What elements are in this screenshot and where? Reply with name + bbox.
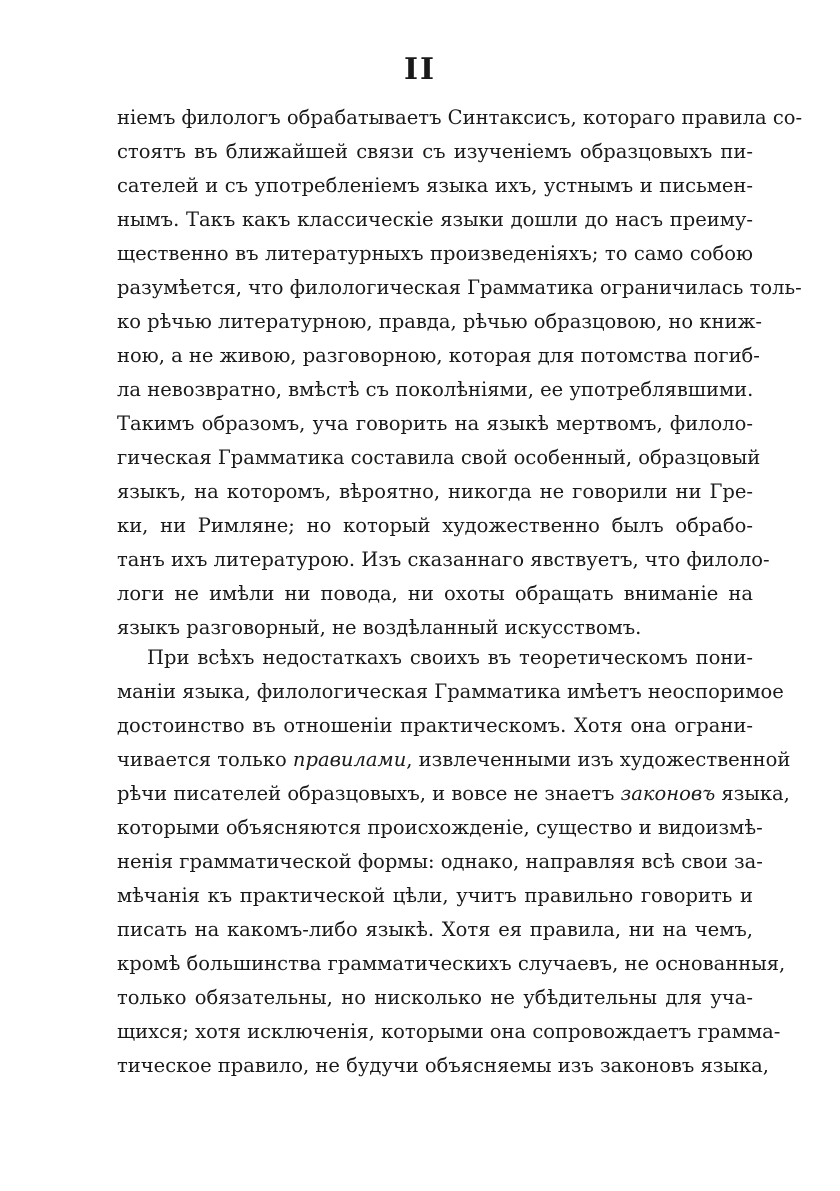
text-line: только обязательны, но нисколько не убѣдительны для уча-: [117, 986, 753, 1009]
text-line: кромѣ большинства грамматическихъ случаевъ, не основанныя,: [117, 952, 786, 975]
text-fragment: языка,: [715, 782, 790, 805]
text-line: танъ ихъ литературою. Изъ сказаннаго явствуетъ, что филоло-: [117, 548, 770, 571]
text-fragment: чивается только: [117, 748, 293, 771]
text-line: разумѣется, что филологическая Грамматика ограничилась толь-: [117, 276, 802, 299]
page-number: II: [403, 52, 437, 87]
text-line: языкъ, на которомъ, вѣроятно, никогда не говорили ни Гре-: [117, 480, 753, 503]
text-line: ною, а не живою, разговорною, которая для потомства погиб-: [117, 344, 760, 367]
text-line: ніемъ филологъ обрабатываетъ Синтаксисъ, котораго правила со-: [117, 106, 803, 129]
text-line: которыми объясняются происхожденіе, существо и видоизмѣ-: [117, 816, 763, 839]
text-line: щественно въ литературныхъ произведеніяхъ; то само собою: [117, 242, 753, 265]
italic-word: правилами: [292, 748, 407, 771]
text-line: ненія грамматической формы: однако, направляя всѣ свои за-: [117, 850, 763, 873]
text-line: ки, ни Римляне; но который художественно былъ обрабо-: [117, 514, 753, 537]
text-line: нымъ. Такъ какъ классическіе языки дошли до насъ преиму-: [117, 208, 753, 231]
text-line: стоятъ въ ближайшей связи съ изученіемъ образцовыхъ пи-: [117, 140, 753, 163]
text-line: ко рѣчью литературною, правда, рѣчью образцовою, но книж-: [117, 310, 763, 333]
text-line: писать на какомъ-либо языкѣ. Хотя ея правила, ни на чемъ,: [117, 918, 753, 941]
text-line: При всѣхъ недостаткахъ своихъ въ теоретическомъ пони-: [147, 646, 753, 669]
text-line: мѣчанія къ практической цѣли, учитъ правильно говорить и: [117, 884, 753, 907]
text-line: логи не имѣли ни повода, ни охоты обращать вниманіе на: [117, 582, 753, 605]
text-line: гическая Грамматика составила свой особенный, образцовый: [117, 446, 761, 469]
text-line: тическое правило, не будучи объясняемы изъ законовъ языка,: [117, 1054, 769, 1077]
text-line: маніи языка, филологическая Грамматика имѣетъ неоспоримое: [117, 680, 784, 703]
italic-word: законовъ: [620, 782, 716, 805]
text-line: ла невозвратно, вмѣстѣ съ поколѣніями, ее употреблявшими.: [117, 378, 754, 401]
text-line: Такимъ образомъ, уча говорить на языкѣ мертвомъ, филоло-: [117, 412, 753, 435]
text-fragment: , извлеченными изъ художественной: [406, 748, 791, 771]
text-line: щихся; хотя исключенія, которыми она сопровождаетъ грамма-: [117, 1020, 781, 1043]
text-line: сателей и съ употребленіемъ языка ихъ, устнымъ и письмен-: [117, 174, 753, 197]
text-line: языкъ разговорный, не воздѣланный искусствомъ.: [117, 616, 642, 639]
text-line: достоинство въ отношеніи практическомъ. Хотя она ограни-: [117, 714, 753, 737]
text-fragment: рѣчи писателей образцовыхъ, и вовсе не знаетъ: [117, 782, 621, 805]
